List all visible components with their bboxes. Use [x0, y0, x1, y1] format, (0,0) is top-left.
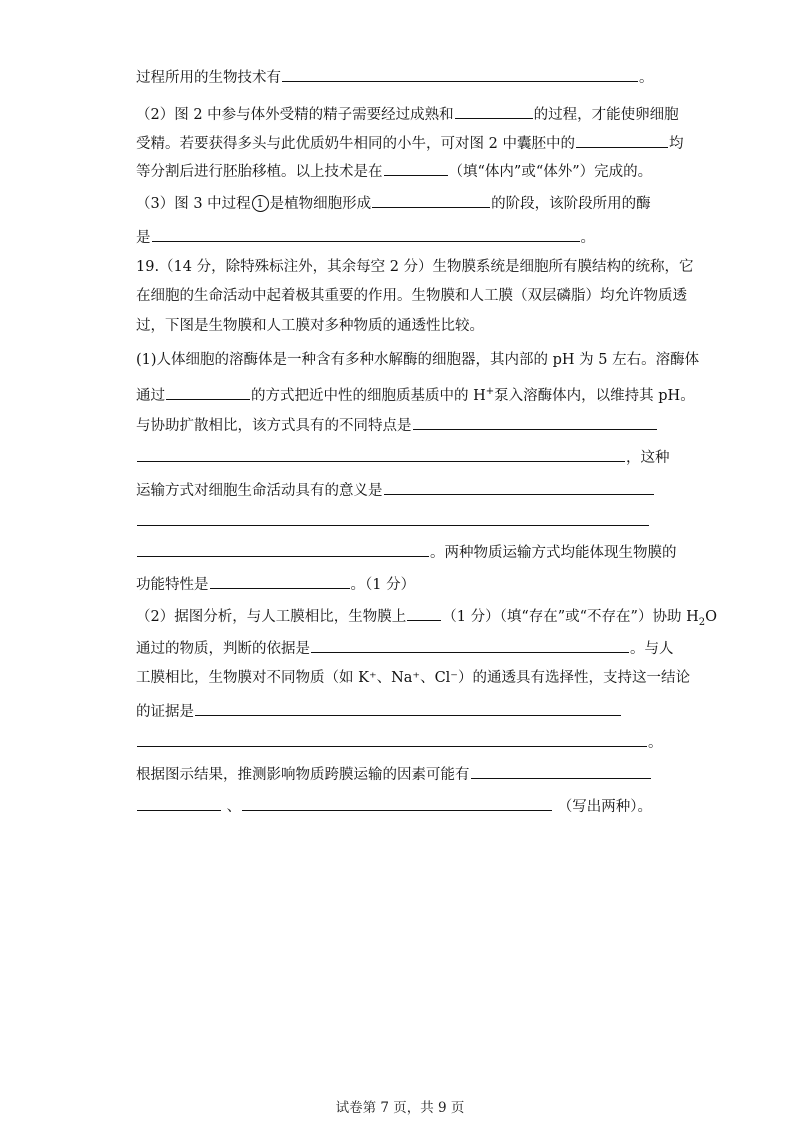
- circled-number-1: 1: [252, 195, 269, 212]
- q19-part2-line-5: 。: [136, 731, 670, 753]
- q18-line-1: 过程所用的生物技术有 。: [136, 66, 670, 88]
- q18-part3-line-2: 是 。: [136, 226, 670, 248]
- answer-blank[interactable]: [242, 795, 552, 811]
- answer-blank[interactable]: [166, 384, 250, 400]
- q19-part2-line-4: 的证据是: [136, 700, 670, 722]
- q19-part3-line-2: 、 （写出两种）。: [136, 795, 670, 817]
- answer-blank[interactable]: [152, 226, 580, 242]
- page-footer: 试卷第 7 页，共 9 页: [335, 1100, 465, 1116]
- answer-blank[interactable]: [210, 573, 350, 589]
- answer-blank[interactable]: [455, 103, 533, 119]
- q19-part1-line-1: (1)人体细胞的溶酶体是一种含有多种水解酶的细胞器，其内部的 pH 为 5 左右。溶酶体: [136, 352, 700, 368]
- answer-blank[interactable]: [384, 160, 448, 176]
- q19-part1-line-2: 通过 的方式把近中性的细胞质基质中的 H+泵入溶酶体内，以维持其 pH。: [136, 382, 670, 404]
- q18-part2-line-1: （2）图 2 中参与体外受精的精子需要经过成熟和 的过程，才能使卵细胞: [136, 103, 670, 125]
- answer-blank[interactable]: [195, 700, 621, 716]
- answer-blank[interactable]: [471, 763, 651, 779]
- q19-stem-line-1: 19.（14 分，除特殊标注外，其余每空 2 分）生物膜系统是细胞所有膜结构的统称，它: [136, 259, 694, 275]
- answer-blank[interactable]: [413, 414, 657, 430]
- q19-part1-line-3: 与协助扩散相比，该方式具有的不同特点是: [136, 414, 670, 436]
- answer-blank[interactable]: [282, 66, 638, 82]
- q19-part3-line-1: 根据图示结果，推测影响物质跨膜运输的因素可能有: [136, 763, 670, 785]
- q19-part2-line-1: （2）据图分析，与人工膜相比，生物膜上 （1 分）（填“存在”或“不存在”）协助 $H_2O$: [136, 605, 670, 627]
- answer-blank[interactable]: [137, 510, 649, 526]
- answer-blank[interactable]: [576, 132, 668, 148]
- q19-part2-line-2: 通过的物质，判断的依据是 。与人: [136, 637, 670, 659]
- q19-stem-line-3: 过，下图是生物膜和人工膜对多种物质的通透性比较。: [136, 318, 484, 334]
- q18-part3-line-1: （3）图 3 中过程 1 是植物细胞形成 的阶段，该阶段所用的酶: [136, 192, 670, 214]
- q19-part1-line-8: 功能特性是 。（1 分）: [136, 573, 670, 595]
- q19-part2-line-3: 工膜相比，生物膜对不同物质（如 K⁺、Na⁺、Cl⁻）的通透具有选择性，支持这一结论: [136, 670, 690, 686]
- q19-part1-line-6: [136, 510, 670, 532]
- q18-part2-line-2: 受精。若要获得多头与此优质奶牛相同的小牛，可对图 2 中囊胚中的 均: [136, 132, 670, 154]
- answer-blank[interactable]: [384, 479, 654, 495]
- answer-blank[interactable]: [372, 192, 490, 208]
- answer-blank[interactable]: [137, 446, 625, 462]
- answer-blank[interactable]: [311, 637, 629, 653]
- q19-part1-line-7: 。两种物质运输方式均能体现生物膜的: [136, 541, 670, 563]
- answer-blank[interactable]: [137, 541, 429, 557]
- answer-blank[interactable]: [137, 795, 221, 811]
- answer-blank[interactable]: [407, 605, 441, 621]
- q19-stem-line-2: 在细胞的生命活动中起着极其重要的作用。生物膜和人工膜（双层磷脂）均允许物质透: [136, 288, 687, 304]
- q18-part2-line-3: 等分割后进行胚胎移植。以上技术是在 （填“体内”或“体外”）完成的。: [136, 160, 670, 182]
- q19-part1-line-4: ，这种: [136, 446, 670, 468]
- q19-part1-line-5: 运输方式对细胞生命活动具有的意义是: [136, 479, 670, 501]
- answer-blank[interactable]: [137, 731, 647, 747]
